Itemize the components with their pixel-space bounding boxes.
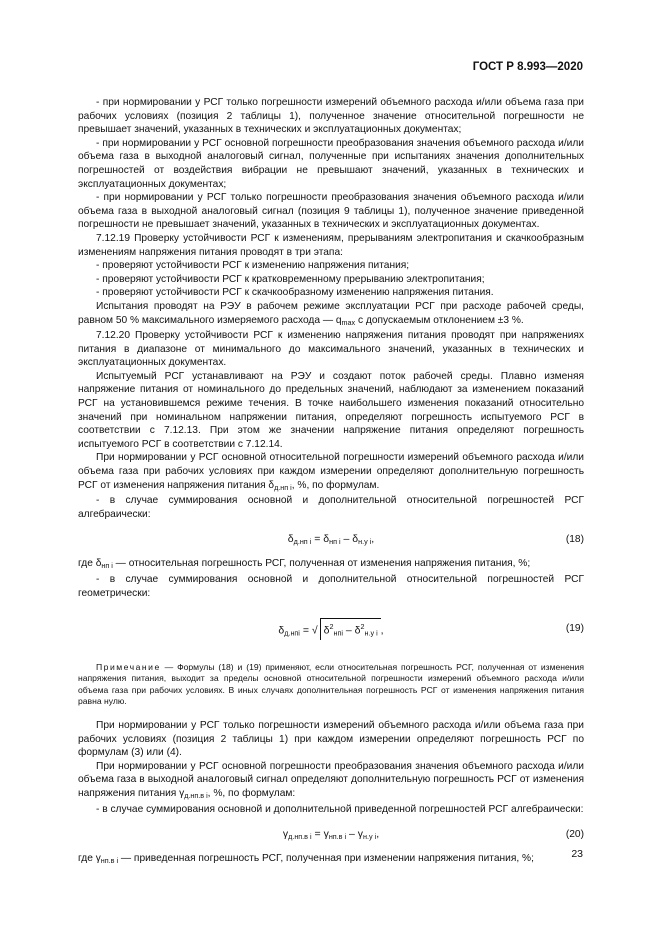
formula-18 — [78, 527, 584, 555]
paragraph: - при нормировании у РСГ основной погрешности преобразования значения объемного расхода и/или объема газа в выходной аналоговый сигнал, полученные при испытаниях значения дополнительных погрешностей от воздействия вибрации не превышают значений, указанных в технических и эксплуатационных документах; — [78, 137, 584, 190]
formula-20 — [78, 822, 584, 850]
paragraph: - при нормировании у РСГ только погрешности преобразования значения объемного расхода и/или объема газа в выходной аналоговый сигнал (позиция 9 таблицы 1), полученное значение приведенной погрешности не превышает значений, указанных в технических и эксплуатационных документах. — [78, 192, 584, 231]
list-item: - в случае суммирования основной и дополнительной относительной погрешностей РСГ алгебраически: — [78, 495, 584, 520]
list-item: - проверяют устойчивости РСГ к изменению напряжения питания; — [96, 260, 410, 272]
formula-number: (18) — [565, 534, 584, 546]
standard-header: ГОСТ Р 8.993—2020 — [472, 61, 583, 73]
note-label: Примечание — [96, 662, 161, 673]
note-text: — Формулы (18) и (19) применяют, если относительная погрешность РСГ, полученная от изменения напряжения питания, выходит за пределы основной относительной погрешности измерений объемного расхода и/или объема газа при рабочих условиях. В иных случаях дополнительная погрешность РСГ от изменения напряжения питания равна нулю. — [78, 662, 584, 706]
formula-19 — [78, 608, 584, 648]
paragraph: - при нормировании у РСГ только погрешности измерений объемного расхода и/или объема газа при рабочих условиях (позиция 2 таблицы 1), полученное значение относительной погрешности не превышает значений, указанных в технических и эксплуатационных документах; — [78, 97, 584, 136]
paragraph: При нормировании у РСГ только погрешности измерений объемного расхода и/или объема газа при рабочих условиях (позиция 2 таблицы 1) при каждом измерении определяют погрешность РСГ по формулам (3) или (4). — [78, 720, 584, 759]
paragraph: Испытуемый РСГ устанавливают на РЭУ и создают поток рабочей среды. Плавно изменяя напряжение питания от номинального до предельных значений, наблюдают за изменением показаний РСГ на установившемся режиме течения. В точке наибольшего изменения показаний относительно значений при номинальном напряжении питания, определяют погрешность испытуемого РСГ в соответствии с 7.12.13. При этом же значении напряжение питания определяют погрешность испытуемого РСГ в соответствии с 7.12.14. — [78, 370, 584, 450]
list-item: - проверяют устойчивости РСГ к кратковременному прерыванию электропитания; — [96, 273, 485, 285]
list-item: - проверяют устойчивости РСГ к скачкообразному изменению напряжения питания. — [96, 287, 494, 299]
formula-explanation: где $\delta_{нп i}$ — относительная погрешность РСГ, полученная от изменения напряжения питания, %; — [78, 558, 531, 571]
paragraph: Испытания проводят на РЭУ в рабочем режиме эксплуатации РСГ при расходе рабочей среды, равном 50 % максимального измеряемого расхода — $q_{max}$ с допускаемым отклонением ±3 %. — [78, 300, 584, 327]
formula-19-expression: $\delta_{д.нпi}$ = √ $\delta^2_{нпi} - \delta^2_{н.у i}$ , — [78, 618, 584, 640]
paragraph: При нормировании у РСГ основной погрешности преобразования значения объемного расхода и/или объема газа в выходной аналоговый сигнал определяют дополнительную погрешность РСГ от изменения напряжения питания $\gamma_{д.нп.в i}$, %, по формулам: — [78, 760, 584, 800]
formula-explanation: где $\gamma_{нп.в i}$ — приведенная погрешность РСГ, полученная при изменении напряжения питания, %; — [78, 853, 534, 866]
paragraph: 7.12.20 Проверку устойчивости РСГ к изменению напряжения питания проводят при напряжениях питания в диапазоне от минимального до максимального значений, указанных в технических и эксплуатационных документах. — [78, 330, 584, 369]
list-item: - в случае суммирования основной и дополнительной относительной погрешностей РСГ геометрически: — [78, 574, 584, 599]
page-number: 23 — [571, 848, 583, 860]
formula-number: (19) — [565, 623, 584, 635]
sqrt-sign: √ — [311, 624, 318, 637]
paragraph: 7.12.19 Проверку устойчивости РСГ к изменениям, прерываниям электропитания и скачкообразным изменениям напряжения питания проводят в три этапа: — [78, 232, 584, 258]
page-content — [78, 96, 584, 868]
list-item: - в случае суммирования основной и дополнительной приведенной погрешностей РСГ алгебраически: — [96, 803, 584, 815]
qmax-subscript: max — [341, 317, 356, 327]
formula-18-expression: $\delta_{д.нп i} = \delta_{нп i} - \delta_{н.у i}$, — [287, 533, 375, 547]
note — [78, 662, 584, 707]
formula-20-expression: $\gamma_{д.нп.в i} = \gamma_{нп.в i} - \gamma_{н.у i}$, — [282, 828, 380, 842]
sqrt-radicand: $\delta^2_{нпi} - \delta^2_{н.у i}$ — [320, 618, 381, 640]
formula-number: (20) — [565, 829, 584, 841]
paragraph: При нормировании у РСГ основной относительной погрешности измерений объемного расхода и/или объема газа при рабочих условиях при каждом измерении определяют дополнительную погрешность РСГ от изменения напряжения питания $\delta_{д.нп i}$, %, по формулам. — [78, 452, 584, 492]
